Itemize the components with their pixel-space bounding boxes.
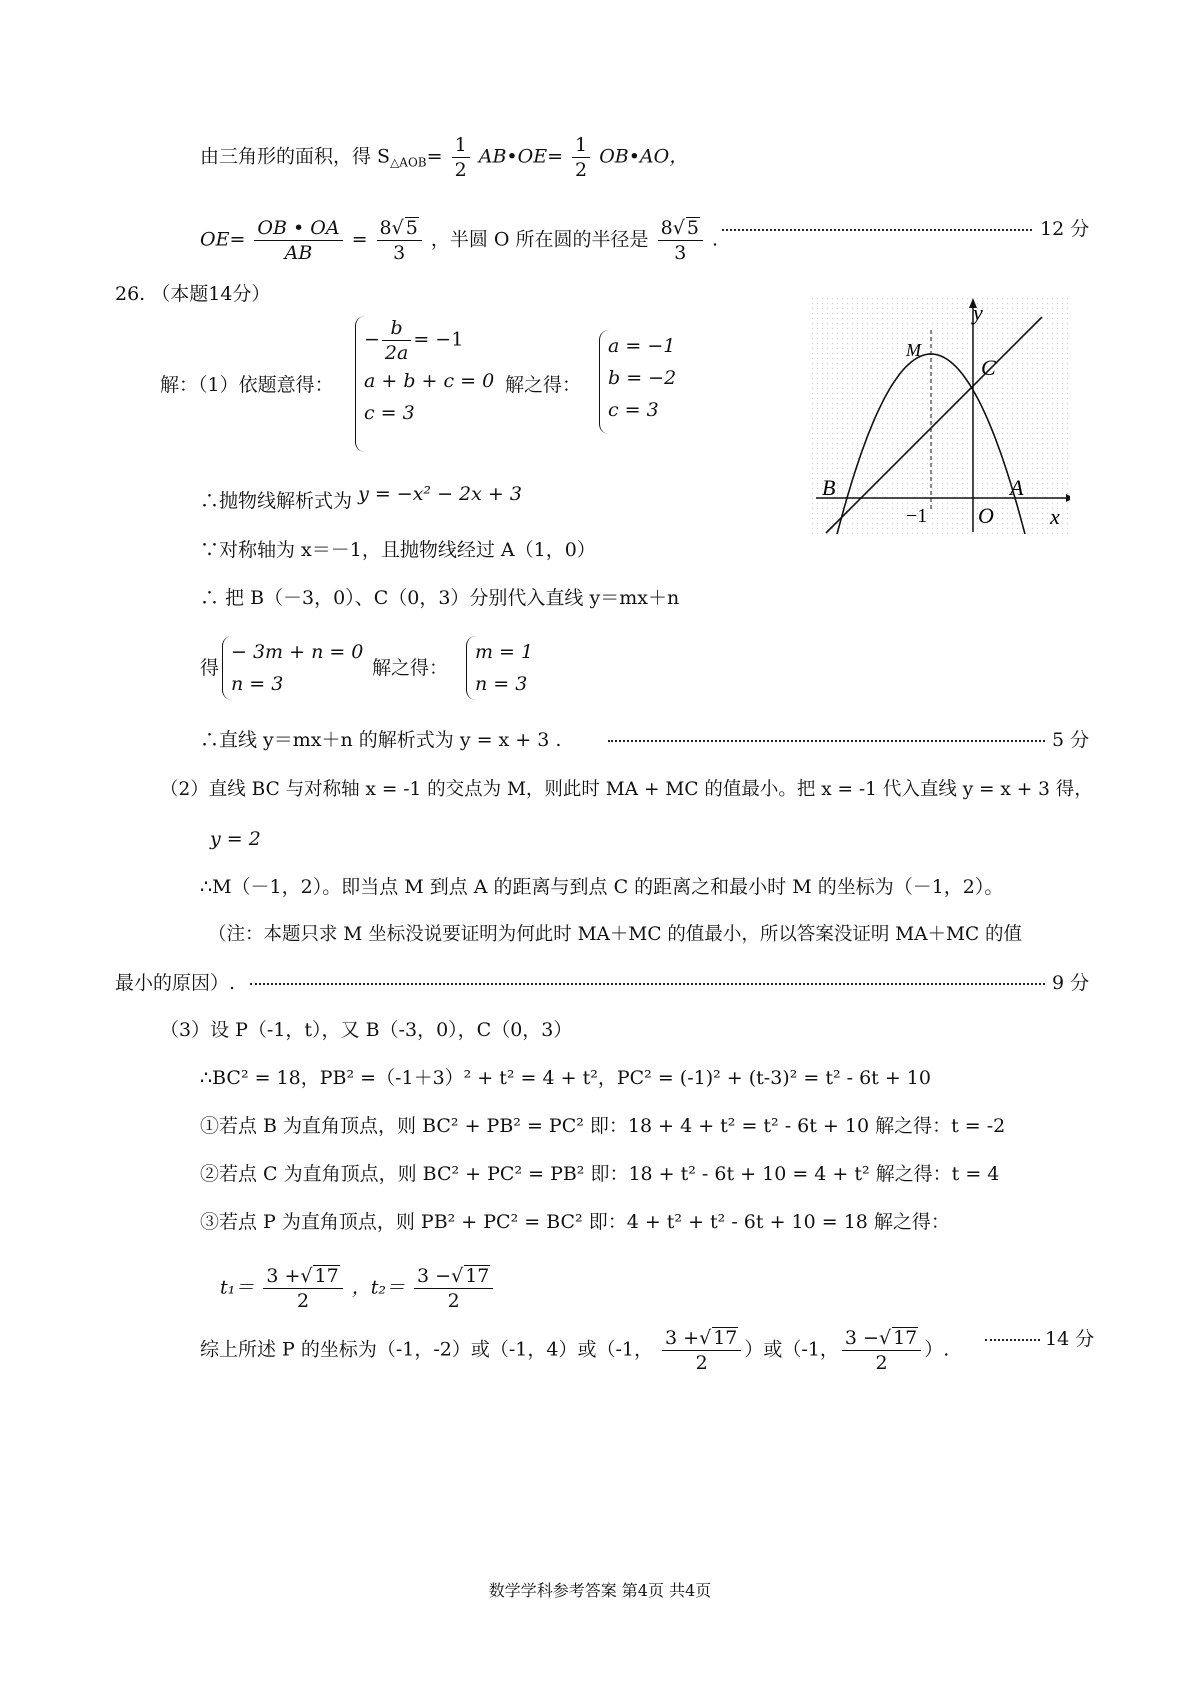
root-plus: 3 + [266, 1265, 301, 1287]
sys3-row2: n = 3 [231, 673, 284, 695]
eight: 8 [660, 217, 673, 239]
sys2-row3: c = 3 [608, 399, 659, 421]
label-m: M [906, 340, 921, 360]
sqrt-17: 17 [314, 1265, 339, 1287]
sqrt-17: 17 [465, 1265, 490, 1287]
oe-fraction [254, 216, 342, 265]
sqrt-five: 5 [405, 217, 418, 239]
period: . [711, 228, 718, 251]
summary-frac-minus: $\frac{3 -√ 17}{2}$ [842, 1326, 921, 1375]
area-subscript: △AOB [390, 155, 427, 170]
sqrt-17: 17 [713, 1327, 738, 1349]
dot-leader-12 [722, 229, 1032, 231]
sys1-frac [382, 316, 411, 365]
radius-text: ，半圆 O 所在圆的半径是 [430, 228, 649, 251]
equation-system-1 [355, 316, 494, 452]
label-o: O [978, 503, 994, 528]
area-ob-ao: OB•AO， [599, 145, 689, 168]
parabola-intro: ∴抛物线解析式为 [200, 490, 353, 512]
problem-title: 26. （本题14分） [115, 283, 271, 305]
fraction-half [452, 133, 470, 182]
part3-line2: ∴BC² = 18，PB² =（-1＋3）² + t² = 4 + t²，PC² = (-1)² + (t-3)² = t² - 6t + 10 [200, 1067, 931, 1089]
equation-system-3 [222, 636, 363, 700]
parabola-graph [810, 296, 1070, 534]
area-ab-oe: AB•OE= [478, 145, 563, 168]
label-neg1: −1 [906, 505, 928, 527]
label-b: B [822, 475, 836, 500]
dot-leader-9 [250, 983, 1045, 985]
root-minus: 3 − [417, 1265, 452, 1287]
part2-line3: ∴M（－1，2）。即当点 M 到点 A 的距离与到点 C 的距离之和最小时 M 的坐标为（－1，2）。 [200, 876, 1004, 898]
oe-formula-line: OE= $\frac{OB • OA}{AB}$ = $\frac{8√ 5}{3}$ ，半圆 O 所在圆的半径是 $\frac{8√ 5}{3}$ . [200, 217, 718, 264]
area-eq: = [426, 145, 443, 168]
label-x: x [1050, 504, 1060, 529]
substitute-line: ∴ 把 B（－3，0）、C（0，3）分别代入直线 y＝mx＋n [200, 587, 680, 609]
dot-leader-14 [985, 1339, 1040, 1341]
sys2-row2: b = −2 [608, 367, 677, 389]
sys3-row1: − 3m + n = 0 [231, 641, 364, 663]
part1-intro: 解：（1）依题意得： [160, 374, 334, 396]
sys1-row1-rest: = −1 [413, 328, 464, 351]
t1-fraction: $\frac{3 +√ 17}{2}$ [263, 1264, 342, 1313]
sys1-row3-text: c = 3 [364, 402, 415, 424]
frac-num: 1 [452, 133, 470, 158]
solve-label-2: 解之得： [372, 657, 449, 679]
sys2-row1: a = −1 [608, 335, 676, 357]
three: 3 [674, 242, 687, 264]
score-14: 14 分 [1045, 1328, 1095, 1350]
page-footer: 数学学科参考答案 第4页 共4页 [488, 1581, 712, 1600]
part3-line1: （3）设 P（-1，t），又 B（-3，0），C（0，3） [160, 1019, 573, 1041]
sys4-row2: n = 3 [475, 673, 528, 695]
label-c: C [981, 355, 996, 380]
summary-line [200, 1326, 949, 1375]
radius-fraction: $\frac{8√ 5}{3}$ [377, 216, 422, 265]
case3-line: ③若点 P 为直角顶点，则 PB² + PC² = BC² 即：4 + t² + t² - 6t + 10 = 18 解之得： [200, 1211, 950, 1233]
sqrt-17: 17 [893, 1327, 918, 1349]
frac-den: 2 [575, 159, 588, 181]
score-12: 12 分 [1040, 218, 1090, 240]
frac-num: 1 [572, 133, 590, 158]
equation-system-2 [599, 330, 676, 434]
label-y: y [973, 300, 983, 325]
t1-label: t₁＝ [220, 1276, 255, 1299]
axis-line: ∵对称轴为 x＝－1，且抛物线经过 A（1，0） [200, 539, 596, 561]
fraction-half-2 [572, 133, 590, 182]
radius-fraction-2: $\frac{8√ 5}{3}$ [658, 216, 703, 265]
case2-line: ②若点 C 为直角顶点，则 BC² + PC² = PB² 即：18 + t² - 6t + 10 = 4 + t² 解之得：t = 4 [200, 1163, 1000, 1185]
area-formula-line [200, 133, 688, 182]
sys4-row1: m = 1 [475, 641, 534, 663]
frac-den: 2 [454, 159, 467, 181]
sys1-row1: − $\frac{b}{2a}$ = −1 [364, 317, 464, 364]
oe-den: AB [284, 242, 313, 264]
root-minus: 3 − [844, 1327, 879, 1349]
sys1-row2 [364, 365, 494, 397]
summary-mid: ）或（-1， [744, 1338, 839, 1361]
equation-system-4 [466, 636, 533, 700]
sys1-row2-text: a + b + c = 0 [364, 370, 495, 392]
t2-fraction: $\frac{3 -√ 17}{2}$ [414, 1264, 493, 1313]
roots-line [220, 1264, 496, 1313]
three: 3 [393, 242, 406, 264]
line-result: ∴直线 y＝mx＋n 的解析式为 y = x + 3 . [200, 729, 562, 751]
score-9: 9 分 [1052, 972, 1090, 994]
sys1-row3 [364, 397, 494, 429]
frac-two: 2 [447, 1290, 460, 1312]
note-line1: （注：本题只求 M 坐标没说要证明为何此时 MA＋MC 的值最小，所以答案没证明 MA＋MC 的值 [208, 924, 1023, 945]
summary-frac-plus: $\frac{3 +√ 17}{2}$ [662, 1326, 741, 1375]
solve-label-1: 解之得： [505, 374, 582, 396]
oe-num: OB • OA [257, 217, 340, 239]
area-intro: 由三角形的面积，得 S [200, 145, 391, 168]
frac-two: 2 [695, 1352, 708, 1374]
label-a: A [1010, 475, 1024, 500]
frac-two: 2 [296, 1290, 310, 1312]
parabola-equation: y = −x² − 2x + 3 [358, 483, 522, 505]
t2-label: ，t₂＝ [351, 1276, 405, 1299]
summary-end: ）. [924, 1338, 950, 1361]
part2-line2: y = 2 [210, 828, 261, 850]
parabola-line [200, 483, 522, 514]
sys1-frac-num: b [390, 317, 403, 339]
part2-line1: （2）直线 BC 与对称轴 x = -1 的交点为 M，则此时 MA + MC 的值最小。把 x = -1 代入直线 y = x + 3 得， [160, 779, 1093, 800]
de-label: 得 [200, 657, 220, 679]
case1-line: ①若点 B 为直角顶点，则 BC² + PB² = PC² 即：18 + 4 + t² = t² - 6t + 10 解之得：t = -2 [200, 1115, 1006, 1137]
score-5: 5 分 [1052, 729, 1090, 751]
sqrt-five: 5 [686, 217, 699, 239]
note-line2: 最小的原因）. [115, 972, 236, 994]
oe-label: OE= [200, 228, 246, 251]
summary-intro: 综上所述 P 的坐标为（-1，-2）或（-1，4）或（-1， [200, 1338, 653, 1361]
sys1-frac-den: 2a [384, 342, 409, 364]
dot-leader-5 [608, 740, 1045, 742]
frac-two: 2 [875, 1352, 888, 1374]
eight: 8 [379, 217, 392, 239]
root-plus: 3 + [665, 1327, 700, 1349]
